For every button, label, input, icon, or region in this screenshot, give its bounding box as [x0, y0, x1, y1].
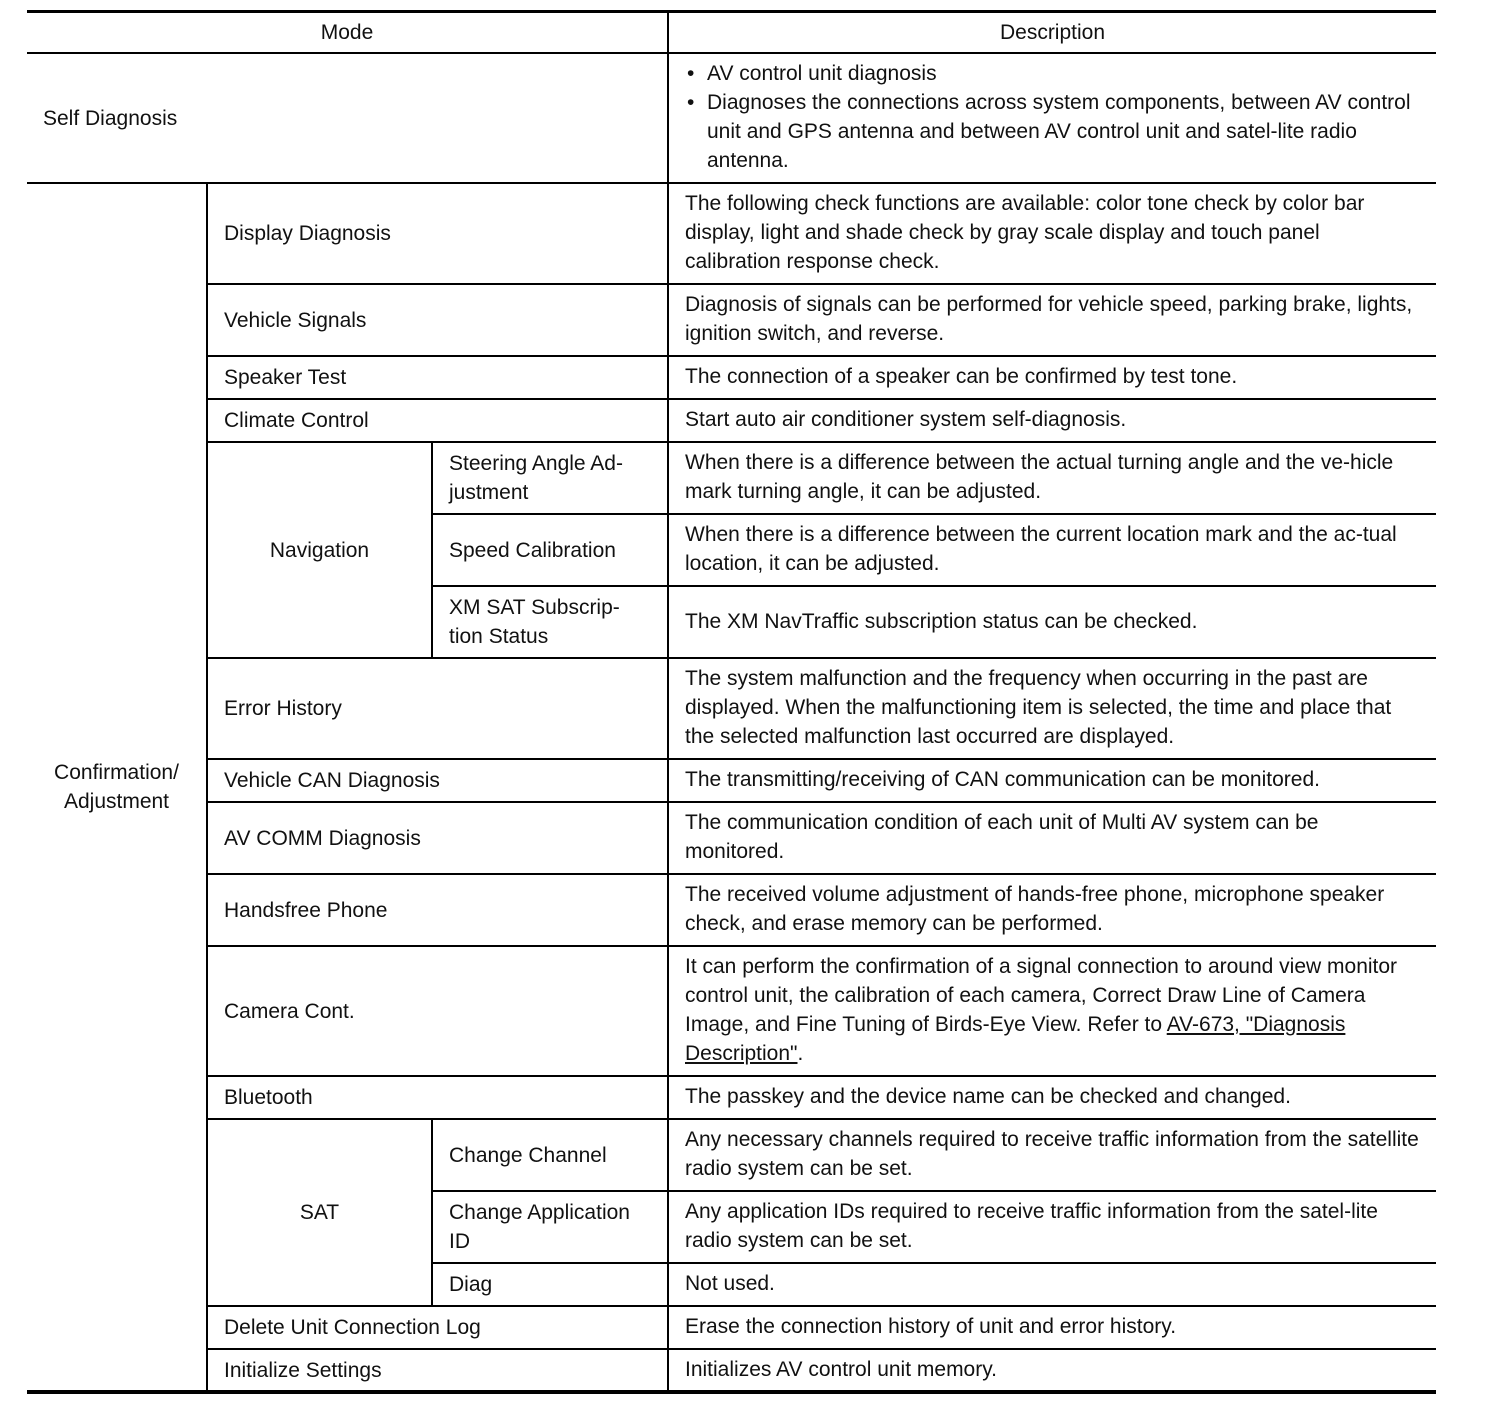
display-diagnosis-mode: Display Diagnosis — [207, 183, 668, 284]
diag-mode: Diag — [432, 1263, 668, 1306]
group-label-line2: Adjustment — [63, 790, 170, 813]
delete-log-mode: Delete Unit Connection Log — [207, 1306, 668, 1349]
initialize-mode: Initialize Settings — [207, 1349, 668, 1392]
confirmation-adjustment-group — [27, 183, 207, 1392]
speaker-test-description: The connection of a speaker can be confirmed by test tone. — [668, 356, 1436, 399]
bullet-item: • Diagnoses the connections across system components, between AV control unit and GPS antenna and between AV control unit and satel-lite radio antenna. — [685, 88, 1420, 175]
table-row-handsfree — [27, 874, 1436, 946]
vehicle-can-mode: Vehicle CAN Diagnosis — [207, 759, 668, 802]
sat-group: SAT — [207, 1119, 432, 1306]
error-history-description: The system malfunction and the frequency when occurring in the past are displayed. When the malfunctioning item is selected, the time and place that the selected malfunction last occurred are displayed. — [668, 658, 1436, 759]
speed-calibration-description: When there is a difference between the current location mark and the ac-tual location, it can be adjusted. — [668, 514, 1436, 586]
table-row-initialize — [27, 1349, 1436, 1392]
table-row-camera — [27, 946, 1436, 1076]
error-history-mode: Error History — [207, 658, 668, 759]
self-diagnosis-description — [668, 53, 1436, 183]
table-row-vehicle-can — [27, 759, 1436, 802]
climate-control-mode: Climate Control — [207, 399, 668, 442]
table-row-display-diagnosis — [27, 183, 1436, 284]
speed-calibration-mode: Speed Calibration — [432, 514, 668, 586]
xm-subscription-description: The XM NavTraffic subscription status can be checked. — [668, 586, 1436, 658]
diag-description: Not used. — [668, 1263, 1436, 1306]
self-diagnosis-bullet-list — [685, 59, 1420, 175]
table-header-row — [27, 12, 1436, 54]
table-row-steering-angle — [27, 442, 1436, 514]
diagnosis-mode-table — [27, 10, 1436, 1394]
table-row-delete-log — [27, 1306, 1436, 1349]
table-row-error-history — [27, 658, 1436, 759]
vehicle-signals-mode: Vehicle Signals — [207, 284, 668, 356]
change-channel-description: Any necessary channels required to receive traffic information from the satellite radio system can be set. — [668, 1119, 1436, 1191]
vehicle-can-description: The transmitting/receiving of CAN communication can be monitored. — [668, 759, 1436, 802]
table-row-speaker-test — [27, 356, 1436, 399]
table-row-change-channel — [27, 1119, 1436, 1191]
group-label-line1: Confirmation/ — [54, 761, 179, 784]
change-application-id-description: Any application IDs required to receive traffic information from the satel-lite radio system can be set. — [668, 1191, 1436, 1263]
xm-subscription-mode: XM SAT Subscrip-tion Status — [432, 586, 668, 658]
display-diagnosis-description: The following check functions are available: color tone check by color bar display, light and shade check by gray scale display and touch panel calibration response check. — [668, 183, 1436, 284]
description-column-header: Description — [668, 12, 1436, 54]
speaker-test-mode: Speaker Test — [207, 356, 668, 399]
steering-angle-description: When there is a difference between the actual turning angle and the ve-hicle mark turning angle, it can be adjusted. — [668, 442, 1436, 514]
vehicle-signals-description: Diagnosis of signals can be performed for vehicle speed, parking brake, lights, ignition switch, and reverse. — [668, 284, 1436, 356]
camera-description-text: It can perform the confirmation of a signal connection to around view monitor control unit, the calibration of each camera, Correct Draw Line of Camera Image, and Fine Tuning of Birds-Eye View. Refer to — [685, 955, 1398, 1036]
handsfree-mode: Handsfree Phone — [207, 874, 668, 946]
bluetooth-description: The passkey and the device name can be checked and changed. — [668, 1076, 1436, 1119]
mode-column-header: Mode — [320, 21, 374, 44]
handsfree-description: The received volume adjustment of hands-free phone, microphone speaker check, and erase memory can be performed. — [668, 874, 1436, 946]
change-channel-mode: Change Channel — [432, 1119, 668, 1191]
self-diagnosis-mode: Self Diagnosis — [43, 106, 178, 130]
steering-angle-mode: Steering Angle Ad-justment — [432, 442, 668, 514]
initialize-description: Initializes AV control unit memory. — [668, 1349, 1436, 1392]
camera-mode: Camera Cont. — [207, 946, 668, 1076]
av-comm-mode: AV COMM Diagnosis — [207, 802, 668, 874]
delete-log-description: Erase the connection history of unit and error history. — [668, 1306, 1436, 1349]
table-row-vehicle-signals — [27, 284, 1436, 356]
bluetooth-mode: Bluetooth — [207, 1076, 668, 1119]
camera-description — [668, 946, 1436, 1076]
table-row-bluetooth — [27, 1076, 1436, 1119]
table-row-av-comm — [27, 802, 1436, 874]
bullet-item: • AV control unit diagnosis — [685, 59, 1420, 88]
navigation-group: Navigation — [207, 442, 432, 658]
change-application-id-mode: Change Application ID — [432, 1191, 668, 1263]
av-673-reference-link[interactable]: AV-673, "Diagnosis Description" — [685, 1013, 1346, 1065]
climate-control-description: Start auto air conditioner system self-diagnosis. — [668, 399, 1436, 442]
table-row-climate-control — [27, 399, 1436, 442]
av-comm-description: The communication condition of each unit of Multi AV system can be monitored. — [668, 802, 1436, 874]
camera-description-end: . — [797, 1042, 804, 1065]
table-row-self-diagnosis — [27, 53, 1436, 183]
